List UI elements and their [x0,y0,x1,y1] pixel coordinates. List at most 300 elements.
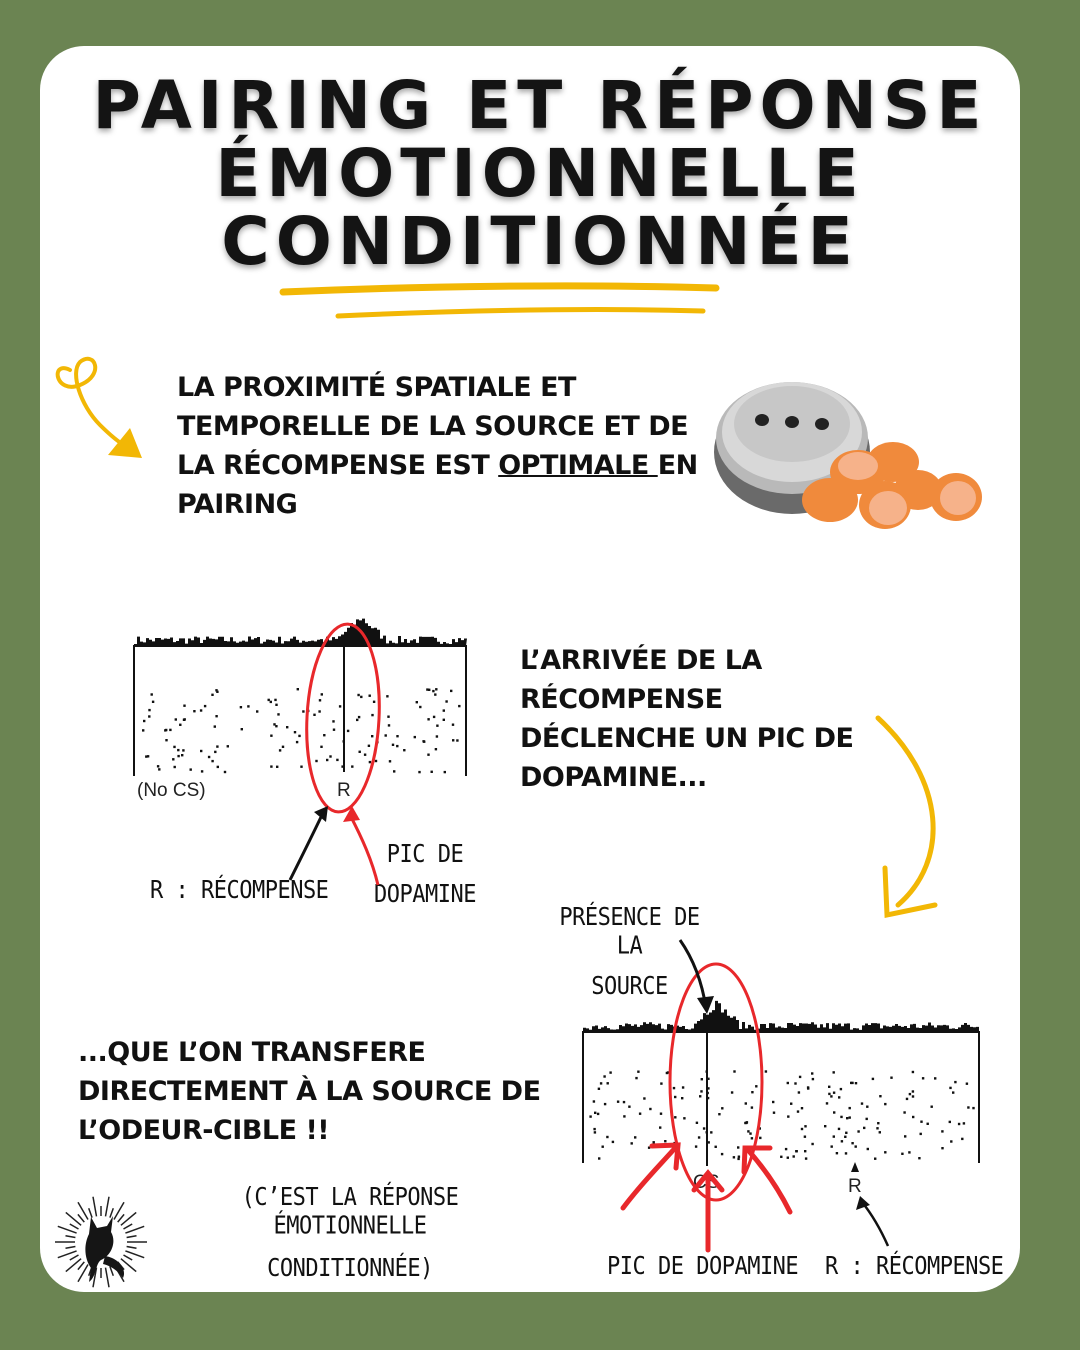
curved-down-arrow-icon [878,718,935,915]
chart1-spike-dot [182,749,184,751]
chart1-spike-dot [211,760,213,762]
chart2-spike-dot [747,1130,749,1132]
fox-logo-icon [55,1197,147,1288]
chart2-spike-dot [683,1117,685,1119]
chart2-spike-dot [707,1087,709,1089]
chart2-spike-dot [966,1083,968,1085]
chart1-spike-dot [215,715,217,717]
chart2-spike-dot [631,1142,633,1144]
chart1-spike-dot [369,761,371,763]
chart1-spike-dot [318,710,320,712]
chart1-spike-dot [270,735,272,737]
chart2-spike-dot [623,1115,625,1117]
chart1-spike-dot [172,758,174,760]
chart2-spike-dot [755,1085,757,1087]
chart1-spike-dot [444,771,446,773]
chart2-spike-dot [643,1097,645,1099]
chart2-spike-dot [846,1117,848,1119]
chart2-spike-dot [751,1091,753,1093]
chart1-spike-dot [320,746,322,748]
chart1-spike-dot [200,709,202,711]
chart2-spike-dot [718,1113,720,1115]
chart2-spike-dot [598,1088,600,1090]
chart1-spike-dot [177,755,179,757]
chart2-spike-dot [833,1071,835,1073]
chart1-spike-dot [396,735,398,737]
chart1-spike-dot [388,724,390,726]
chart1-spike-dot [373,701,375,703]
chart1-spike-dot [302,710,304,712]
chart1-spike-dot [275,704,277,706]
chart1-spike-dot [183,719,185,721]
chart2-spike-dot [950,1140,952,1142]
chart1-raster [134,619,467,776]
chart1-spike-dot [286,726,288,728]
chart2-reward-marker-label: R [848,1176,862,1197]
chart1-spike-dot [279,749,281,751]
chart2-spike-dot [798,1091,800,1093]
chart2-spike-dot [912,1090,914,1092]
chart1-spike-dot [445,700,447,702]
chart1-spike-dot [142,729,144,731]
chart2-spike-dot [660,1082,662,1084]
chart2-spike-dot [746,1121,748,1123]
chart2-spike-dot [954,1081,956,1083]
chart1-spike-dot [200,750,202,752]
chart2-spike-dot [681,1097,683,1099]
chart1-spike-dot [313,714,315,716]
chart2-spike-dot [772,1101,774,1103]
chart2-spike-dot [666,1072,668,1074]
chart1-spike-dot [375,760,377,762]
chart1-spike-dot [165,739,167,741]
chart1-frame [134,646,466,776]
chart2-spike-dot [593,1128,595,1130]
title-underline [283,286,716,292]
chart2-spike-dot [787,1115,789,1117]
chart2-spike-dot [673,1087,675,1089]
chart2-spike-dot [861,1102,863,1104]
chart1-spike-dot [298,735,300,737]
chart2-spike-dot [831,1145,833,1147]
chart2-spike-dot [594,1112,596,1114]
chart2-spike-dot [589,1115,591,1117]
transfer-text: ...QUE L’ON TRANSFERE DIRECTEMENT À LA SOURCE DE L’ODEUR-CIBLE !! [78,1037,541,1146]
chart2-spike-dot [745,1102,747,1104]
chart2-spike-dot [653,1141,655,1143]
chart1-spike-dot [435,688,437,690]
chart1-spike-dot [282,746,284,748]
chart1-spike-dot [385,734,387,736]
chart1-spike-dot [369,695,371,697]
chart2-spike-dot [659,1126,661,1128]
chart2-spike-dot [872,1078,874,1080]
chart2-spike-dot [850,1082,852,1084]
chart1-spike-dot [175,718,177,720]
chart2-spike-dot [793,1155,795,1157]
chart2-spike-dot [863,1127,865,1129]
chart2-spike-dot [707,1092,709,1094]
chart2-spike-dot [738,1156,740,1158]
chart1-spike-dot [450,690,452,692]
chart2-spike-dot [773,1112,775,1114]
chart2-spike-dot [801,1128,803,1130]
chart2-frame [583,1032,979,1163]
chart1-spike-dot [433,716,435,718]
chart2-spike-dot [787,1157,789,1159]
chart1-spike-dot [227,745,229,747]
chart1-spike-dot [351,765,353,767]
chart2-spike-dot [927,1123,929,1125]
chart2-spike-dot [812,1078,814,1080]
chart1-spike-dot [158,768,160,770]
chart1-spike-dot [294,731,296,733]
chart2-spike-dot [785,1148,787,1150]
chart1-spike-dot [452,724,454,726]
treat-tin-icon [714,382,982,529]
chart2-spike-dot [603,1075,605,1077]
chart1-spike-dot [208,756,210,758]
chart2-spike-dot [838,1096,840,1098]
chart2-spike-dot [701,1078,703,1080]
chart2-spike-dot [649,1108,651,1110]
chart1-spike-dot [347,730,349,732]
chart1-spike-dot [148,715,150,717]
chart2-spike-dot [682,1086,684,1088]
chart2-spike-dot [628,1106,630,1108]
chart2-spike-dot [844,1136,846,1138]
chart2-spike-dot [787,1082,789,1084]
chart1-spike-dot [414,736,416,738]
chart1-spike-dot [456,739,458,741]
chart2-spike-dot [884,1103,886,1105]
conditioned-response-note: (C’EST LA RÉPONSE ÉMOTIONNELLE CONDITIONNÉE) [241,1183,459,1284]
chart2-spike-dot [703,1127,705,1129]
chart2-spike-dot [811,1072,813,1074]
chart1-spike-dot [389,760,391,762]
chart2-spike-dot [879,1131,881,1133]
chart1-spike-dot [364,754,366,756]
chart1-spike-dot [190,768,192,770]
curly-arrow-icon [58,359,142,458]
chart2-spike-dot [635,1077,637,1079]
chart2-spike-dot [607,1082,609,1084]
chart2-spike-dot [737,1146,739,1148]
chart2-spike-dot [866,1106,868,1108]
chart1-spike-dot [181,754,183,756]
chart2-spike-dot [941,1147,943,1149]
chart1-spike-dot [174,766,176,768]
chart1-spike-dot [356,719,358,721]
chart2-spike-dot [602,1146,604,1148]
chart2-spike-dot [967,1106,969,1108]
chart2-spike-dot [949,1121,951,1123]
chart2-spike-dot [877,1122,879,1124]
chart1-spike-dot [458,705,460,707]
chart2-spike-dot [733,1156,735,1158]
chart2-spike-dot [867,1148,869,1150]
chart2-spike-dot [912,1071,914,1073]
chart1-spike-dot [371,735,373,737]
chart1-spike-dot [319,699,321,701]
chart2-spike-dot [920,1121,922,1123]
chart2-spike-dot [804,1150,806,1152]
chart1-spike-dot [386,695,388,697]
chart1-spike-dot [270,701,272,703]
chart2-spike-dot [857,1130,859,1132]
chart2-spike-dot [912,1116,914,1118]
chart1-spike-dot [431,771,433,773]
chart1-spike-dot [435,748,437,750]
chart2-spike-dot [751,1137,753,1139]
chart2-spike-dot [840,1088,842,1090]
chart2-spike-dot [920,1133,922,1135]
chart2-spike-dot [707,1078,709,1080]
chart2-spike-dot [660,1113,662,1115]
chart2-spike-dot [634,1136,636,1138]
chart2-spike-dot [617,1101,619,1103]
chart1-spike-dot [273,723,275,725]
chart2-cs-label: CS [693,1172,720,1193]
chart1-spike-dot [173,746,175,748]
chart1-spike-dot [214,725,216,727]
chart2-spike-dot [790,1103,792,1105]
chart2-spike-dot [918,1157,920,1159]
chart2-spike-dot [604,1103,606,1105]
chart1-spike-dot [341,765,343,767]
chart2-spike-dot [828,1093,830,1095]
chart1-spike-dot [204,705,206,707]
chart2-spike-dot [731,1091,733,1093]
chart1-spike-dot [240,706,242,708]
chart1-spike-dot [443,719,445,721]
chart2-spike-dot [840,1116,842,1118]
chart2-source-annotation: PRÉSENCE DE LA SOURCE [559,903,700,1001]
page-title-line-1: PAIRING ET RÉPONSE [92,67,988,144]
chart2-spike-dot [597,1113,599,1115]
chart2-spike-dot [805,1157,807,1159]
chart1-spike-dot [336,759,338,761]
chart1-spike-dot [169,729,171,731]
chart1-spike-dot [270,765,272,767]
chart2-spike-dot [715,1146,717,1148]
chart1-histogram [134,619,467,646]
chart2-spike-dot [972,1107,974,1109]
chart1-spike-dot [333,729,335,731]
chart1-spike-dot [387,716,389,718]
chart2-spike-dot [639,1113,641,1115]
chart2-raster [583,1001,979,1172]
chart2-spike-dot [674,1116,676,1118]
chart1-spike-dot [268,699,270,701]
chart2-spike-dot [804,1136,806,1138]
chart2-spike-dot [833,1092,835,1094]
chart1-reward-marker-label: R [337,780,351,801]
chart2-spike-dot [838,1128,840,1130]
chart2-spike-dot [830,1095,832,1097]
chart1-spike-dot [396,745,398,747]
chart2-spike-dot [696,1122,698,1124]
chart1-spike-dot [215,689,217,691]
chart2-spike-dot [721,1153,723,1155]
chart2-spike-dot [710,1131,712,1133]
chart2-spike-dot [749,1132,751,1134]
chart1-spike-dot [241,728,243,730]
chart2-spike-dot [931,1106,933,1108]
chart1-spike-dot [297,688,299,690]
chart2-spike-dot [811,1143,813,1145]
chart2-spike-dot [912,1095,914,1097]
chart1-spike-dot [277,713,279,715]
chart1-spike-dot [164,729,166,731]
chart2-spike-dot [941,1130,943,1132]
chart1-spike-dot [193,710,195,712]
chart1-spike-dot [422,740,424,742]
chart1-spike-dot [217,766,219,768]
chart2-spike-dot [851,1142,853,1144]
chart2-spike-dot [836,1152,838,1154]
chart2-red-circle [670,964,762,1200]
chart2-spike-dot [707,1097,709,1099]
chart2-spike-dot [606,1136,608,1138]
chart1-spike-dot [145,755,147,757]
chart2-spike-dot [855,1145,857,1147]
chart1-spike-dot [428,689,430,691]
chart1-spike-dot [274,699,276,701]
chart2-spike-dot [876,1127,878,1129]
chart1-spike-dot [434,693,436,695]
chart1-spike-dot [214,751,216,753]
chart1-spike-dot [315,760,317,762]
chart2-spike-dot [826,1102,828,1104]
chart1-spike-dot [152,701,154,703]
chart1-spike-dot [256,710,258,712]
chart1-reward-annotation: R : RÉCOMPENSE [150,876,329,905]
chart2-spike-dot [664,1140,666,1142]
chart2-spike-dot [904,1135,906,1137]
chart1-dopamine-annotation: PIC DE DOPAMINE [374,840,476,909]
chart1-spike-dot [392,744,394,746]
chart1-nocs-label: (No CS) [137,780,206,801]
chart2-spike-dot [737,1158,739,1160]
chart2-spike-dot [833,1135,835,1137]
chart1-spike-dot [443,709,445,711]
chart1-spike-dot [326,759,328,761]
chart2-spike-dot [598,1157,600,1159]
chart2-spike-dot [623,1101,625,1103]
chart2-spike-dot [700,1090,702,1092]
chart2-spike-dot [949,1087,951,1089]
chart1-spike-dot [371,714,373,716]
chart1-spike-dot [201,770,203,772]
chart2-spike-dot [833,1111,835,1113]
chart2-reward-annotation: R : RÉCOMPENSE [825,1252,1004,1281]
chart2-spike-dot [637,1071,639,1073]
chart2-spike-dot [695,1145,697,1147]
chart2-spike-dot [879,1095,881,1097]
chart2-spike-dot [706,1131,708,1133]
chart1-spike-dot [321,693,323,695]
chart2-spike-dot [922,1077,924,1079]
chart2-spike-dot [708,1141,710,1143]
chart1-spike-dot [418,771,420,773]
chart2-spike-dot [906,1098,908,1100]
chart2-histogram [583,1001,979,1032]
chart2-spike-dot [733,1070,735,1072]
chart2-spike-dot [961,1138,963,1140]
chart1-spike-dot [403,749,405,751]
chart2-spike-dot [721,1107,723,1109]
chart1-spike-dot [323,734,325,736]
chart1-spike-dot [359,751,361,753]
chart2-spike-dot [780,1156,782,1158]
chart1-spike-dot [296,741,298,743]
chart1-spike-dot [247,705,249,707]
chart1-spike-dot [416,701,418,703]
chart2-spike-dot [801,1107,803,1109]
chart2-spike-dot [874,1158,876,1160]
chart1-spike-dot [216,745,218,747]
chart2-spike-dot [799,1076,801,1078]
chart1-spike-dot [436,725,438,727]
chart1-spike-dot [419,706,421,708]
chart2-spike-dot [751,1106,753,1108]
chart1-spike-dot [358,716,360,718]
chart1-spike-dot [151,693,153,695]
page-title-line-3: CONDITIONNÉE [221,203,859,280]
chart2-spike-dot [890,1077,892,1079]
chart2-spike-dot [908,1151,910,1153]
chart2-spike-dot [795,1150,797,1152]
arrival-text: L’ARRIVÉE DE LA RÉCOMPENSE DÉCLENCHE UN PIC DE DOPAMINE... [520,645,854,793]
chart2-spike-dot [828,1086,830,1088]
chart2-spike-dot [804,1125,806,1127]
chart1-spike-dot [343,740,345,742]
chart2-spike-dot [594,1131,596,1133]
chart2-spike-dot [759,1137,761,1139]
intro-text: LA PROXIMITÉ SPATIALE ET TEMPORELLE DE LA SOURCE ET DE LA RÉCOMPENSE EST OPTIMALE EN PAIRING [177,372,698,520]
chart2-spike-dot [909,1093,911,1095]
chart1-spike-dot [339,705,341,707]
chart1-spike-dot [452,739,454,741]
chart1-spike-dot [224,771,226,773]
chart2-spike-dot [884,1151,886,1153]
chart1-spike-dot [211,694,213,696]
chart1-spike-dot [393,770,395,772]
chart2-spike-dot [903,1111,905,1113]
chart1-spike-dot [427,718,429,720]
chart2-dopamine-annotation: PIC DE DOPAMINE [607,1252,799,1281]
chart2-spike-dot [866,1118,868,1120]
chart1-spike-dot [143,720,145,722]
chart1-spike-dot [427,754,429,756]
chart2-spike-dot [841,1140,843,1142]
chart2-spike-dot [958,1123,960,1125]
chart1-spike-dot [148,709,150,711]
chart1-spike-dot [329,755,331,757]
chart2-spike-dot [674,1096,676,1098]
chart2-spike-dot [794,1082,796,1084]
chart1-spike-dot [177,749,179,751]
chart2-spike-dot [612,1141,614,1143]
page-title-line-2: ÉMOTIONNELLE [215,135,865,212]
chart2-spike-dot [845,1152,847,1154]
chart2-spike-dot [609,1071,611,1073]
chart2-spike-dot [706,1070,708,1072]
chart1-spike-dot [436,735,438,737]
chart1-spike-dot [183,705,185,707]
chart2-spike-dot [765,1070,767,1072]
